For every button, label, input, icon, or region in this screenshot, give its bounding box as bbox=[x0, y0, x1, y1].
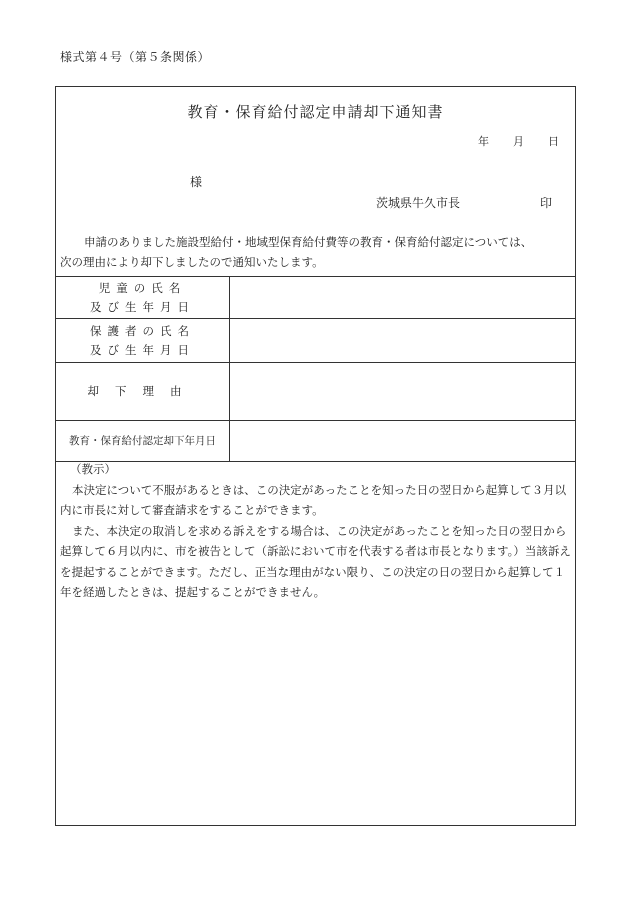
reason-label-text: 却下理由 bbox=[87, 384, 198, 398]
child-label-line-1: 児童の氏名 bbox=[98, 280, 187, 295]
table-row-child bbox=[56, 277, 575, 319]
guardian-value-cell[interactable] bbox=[230, 319, 576, 363]
appeal-notice bbox=[60, 459, 572, 603]
guardian-label-line-2: 及び生年月日 bbox=[90, 342, 195, 357]
child-value-cell[interactable] bbox=[230, 277, 576, 319]
form-number: 様式第４号（第５条関係） bbox=[60, 50, 211, 64]
rejection-date-value-cell[interactable] bbox=[230, 421, 576, 462]
reason-value-cell[interactable] bbox=[230, 363, 576, 421]
guardian-label bbox=[56, 319, 230, 363]
rejection-date-label bbox=[56, 421, 230, 462]
notice-paragraph-2: また、本決定の取消しを求める訴えをする場合は、この決定があったことを知った日の翌日から起算して６月以内に、市を被告として（訴訟において市を代表する者は市長となります。）当該訴えを提起することができます。ただし、正当な理由がない限り、この決定の日の翌日から起算して１年を経過したときは、提起することができません。 bbox=[60, 523, 571, 599]
addressee-suffix: 様 bbox=[190, 175, 203, 189]
guardian-label-line-1: 保護者の氏名 bbox=[90, 323, 195, 338]
date-month: 月 bbox=[513, 135, 524, 148]
table-row-guardian bbox=[56, 319, 575, 363]
reason-label bbox=[56, 363, 230, 421]
date-line bbox=[478, 133, 559, 149]
intro-line-1: 申請のありました施設型給付・地域型保育給付費等の教育・保育給付認定については、 bbox=[84, 235, 533, 249]
details-table bbox=[56, 276, 575, 462]
intro-line-2: 次の理由により却下しましたので通知いたします。 bbox=[60, 255, 324, 269]
intro-text bbox=[60, 232, 570, 272]
seal-mark: 印 bbox=[540, 196, 553, 210]
child-label-line-2: 及び生年月日 bbox=[90, 299, 195, 314]
rejection-date-label-text: 教育・保育給付認定却下年月日 bbox=[69, 434, 216, 447]
document-title: 教育・保育給付認定申請却下通知書 bbox=[187, 103, 444, 121]
date-day: 日 bbox=[548, 135, 559, 148]
date-year: 年 bbox=[478, 135, 489, 148]
notice-heading: （教示） bbox=[70, 462, 116, 476]
child-label bbox=[56, 277, 230, 319]
notice-paragraph-1: 本決定について不服があるときは、この決定があったことを知った日の翌日から起算して３月以内に市長に対して審査請求をすることができます。 bbox=[60, 482, 567, 517]
issuer-name: 茨城県牛久市長 bbox=[376, 196, 461, 210]
table-row-reason bbox=[56, 363, 575, 421]
table-row-rejection-date bbox=[56, 421, 575, 462]
notice-frame bbox=[55, 86, 576, 826]
